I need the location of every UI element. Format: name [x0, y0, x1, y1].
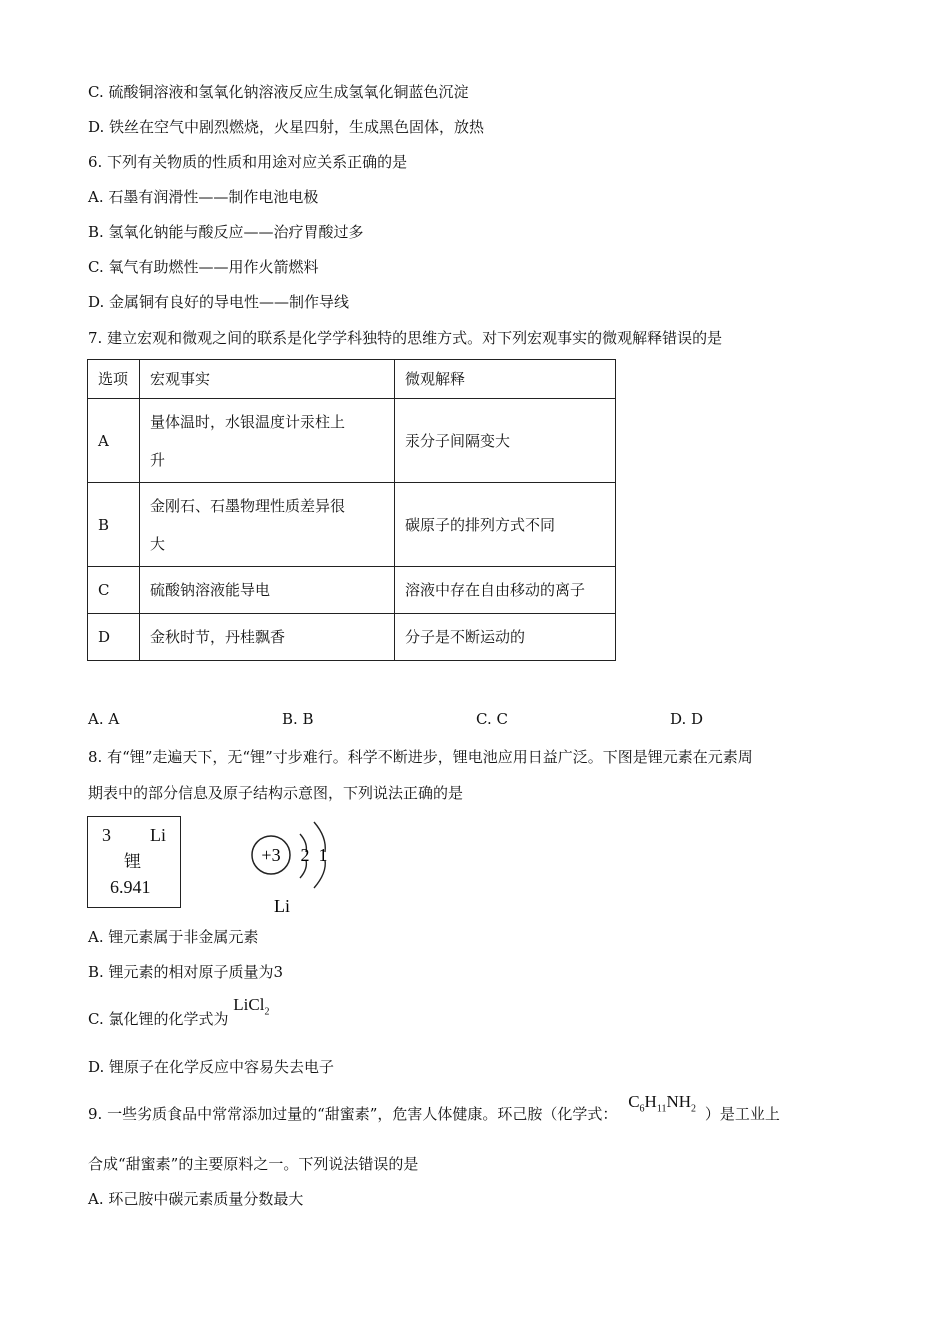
q6-stem: 6. 下列有关物质的性质和用途对应关系正确的是 — [88, 153, 408, 171]
table-cell-option: D — [88, 614, 140, 661]
table-row — [88, 614, 616, 661]
q7-option-c: C. C — [476, 710, 508, 728]
table-cell-explain: 溶液中存在自由移动的离子 — [395, 567, 616, 614]
table-cell-explain: 汞分子间隔变大 — [395, 399, 616, 483]
q5-option-d: D. 铁丝在空气中剧烈燃烧，火星四射，生成黑色固体，放热 — [88, 118, 485, 136]
q8-option-c — [88, 995, 270, 1036]
table-cell-option: A — [88, 399, 140, 483]
fact-line: 金刚石、石墨物理性质差异很 — [150, 496, 346, 515]
table-header-cell: 微观解释 — [395, 360, 616, 399]
q7-option-b: B. B — [282, 710, 314, 728]
q7-option-d: D. D — [670, 710, 704, 728]
table-cell-fact — [140, 483, 395, 567]
table-row — [88, 567, 616, 614]
formula-subscript: 6 — [639, 1103, 645, 1115]
table-header-row — [88, 360, 616, 399]
table-header-cell: 选项 — [88, 360, 140, 399]
periodic-element-box — [87, 816, 181, 908]
q9-stem-line1 — [88, 1092, 780, 1131]
element-name: 锂 — [124, 852, 141, 872]
table-cell-option: C — [88, 567, 140, 614]
q9-stem-line2: 合成“甜蜜素”的主要原料之一。下列说法错误的是 — [88, 1155, 419, 1173]
formula-part: NH — [666, 1092, 692, 1111]
table-header-cell: 宏观事实 — [140, 360, 395, 399]
q9-stem-text: 9. 一些劣质食品中常常添加过量的“甜蜜素”，危害人体健康。环己胺（化学式： — [88, 1105, 618, 1123]
table-cell-fact: 金秋时节，丹桂飘香 — [140, 614, 395, 661]
fact-line: 大 — [150, 534, 166, 553]
table-cell-fact — [140, 399, 395, 483]
table-cell-explain: 分子是不断运动的 — [395, 614, 616, 661]
atom-label: Li — [274, 896, 290, 916]
nucleus-charge: +3 — [261, 845, 281, 865]
element-symbol: Li — [150, 825, 166, 845]
q9-option-a: A. 环己胺中碳元素质量分数最大 — [88, 1190, 304, 1208]
fact-line: 量体温时，水银温度计汞柱上 — [150, 412, 346, 431]
q5-option-c: C. 硫酸铜溶液和氢氧化钠溶液反应生成氢氧化铜蓝色沉淀 — [88, 83, 469, 101]
table-row — [88, 483, 616, 567]
q6-option-c: C. 氧气有助燃性——用作火箭燃料 — [88, 258, 319, 276]
q8-option-a: A. 锂元素属于非金属元素 — [88, 928, 259, 946]
q8-stem-line1: 8. 有“锂”走遍天下，无“锂”寸步难行。科学不断进步，锂电池应用日益广泛。下图是锂元素在元素周 — [88, 748, 753, 766]
formula-part: H — [644, 1092, 657, 1111]
formula-subscript: 2 — [264, 1006, 270, 1018]
q9-stem-text-end: ）是工业上 — [704, 1105, 780, 1123]
q8-option-d: D. 锂原子在化学反应中容易失去电子 — [88, 1058, 335, 1076]
q7-stem: 7. 建立宏观和微观之间的联系是化学学科独特的思维方式。对下列宏观事实的微观解释错误的是 — [88, 329, 723, 347]
formula-licl2 — [233, 995, 270, 1018]
q8-stem-line2: 期表中的部分信息及原子结构示意图，下列说法正确的是 — [88, 784, 464, 802]
shell2-electrons: 1 — [318, 845, 328, 865]
formula-part: LiCl — [233, 995, 265, 1014]
formula-subscript: 11 — [656, 1103, 667, 1115]
table-row — [88, 399, 616, 483]
atomic-number: 3 — [102, 825, 111, 845]
formula-subscript: 2 — [691, 1103, 697, 1115]
atom-structure-diagram — [245, 816, 345, 916]
formula-part: C — [628, 1092, 640, 1111]
formula-cyclohexylamine — [628, 1092, 697, 1115]
fact-line: 升 — [150, 450, 166, 469]
q7-table — [87, 359, 616, 661]
q8-option-c-text: C. 氯化锂的化学式为 — [88, 1010, 229, 1028]
table-cell-fact: 硫酸钠溶液能导电 — [140, 567, 395, 614]
q8-option-b: B. 锂元素的相对原子质量为3 — [88, 963, 284, 981]
q6-option-d: D. 金属铜有良好的导电性——制作导线 — [88, 293, 350, 311]
table-cell-option: B — [88, 483, 140, 567]
table-cell-explain: 碳原子的排列方式不同 — [395, 483, 616, 567]
atomic-mass: 6.941 — [110, 877, 151, 897]
q6-option-b: B. 氢氧化钠能与酸反应——治疗胃酸过多 — [88, 223, 364, 241]
shell1-electrons: 2 — [300, 845, 310, 865]
q6-option-a: A. 石墨有润滑性——制作电池电极 — [88, 188, 319, 206]
q7-option-a: A. A — [88, 710, 120, 728]
